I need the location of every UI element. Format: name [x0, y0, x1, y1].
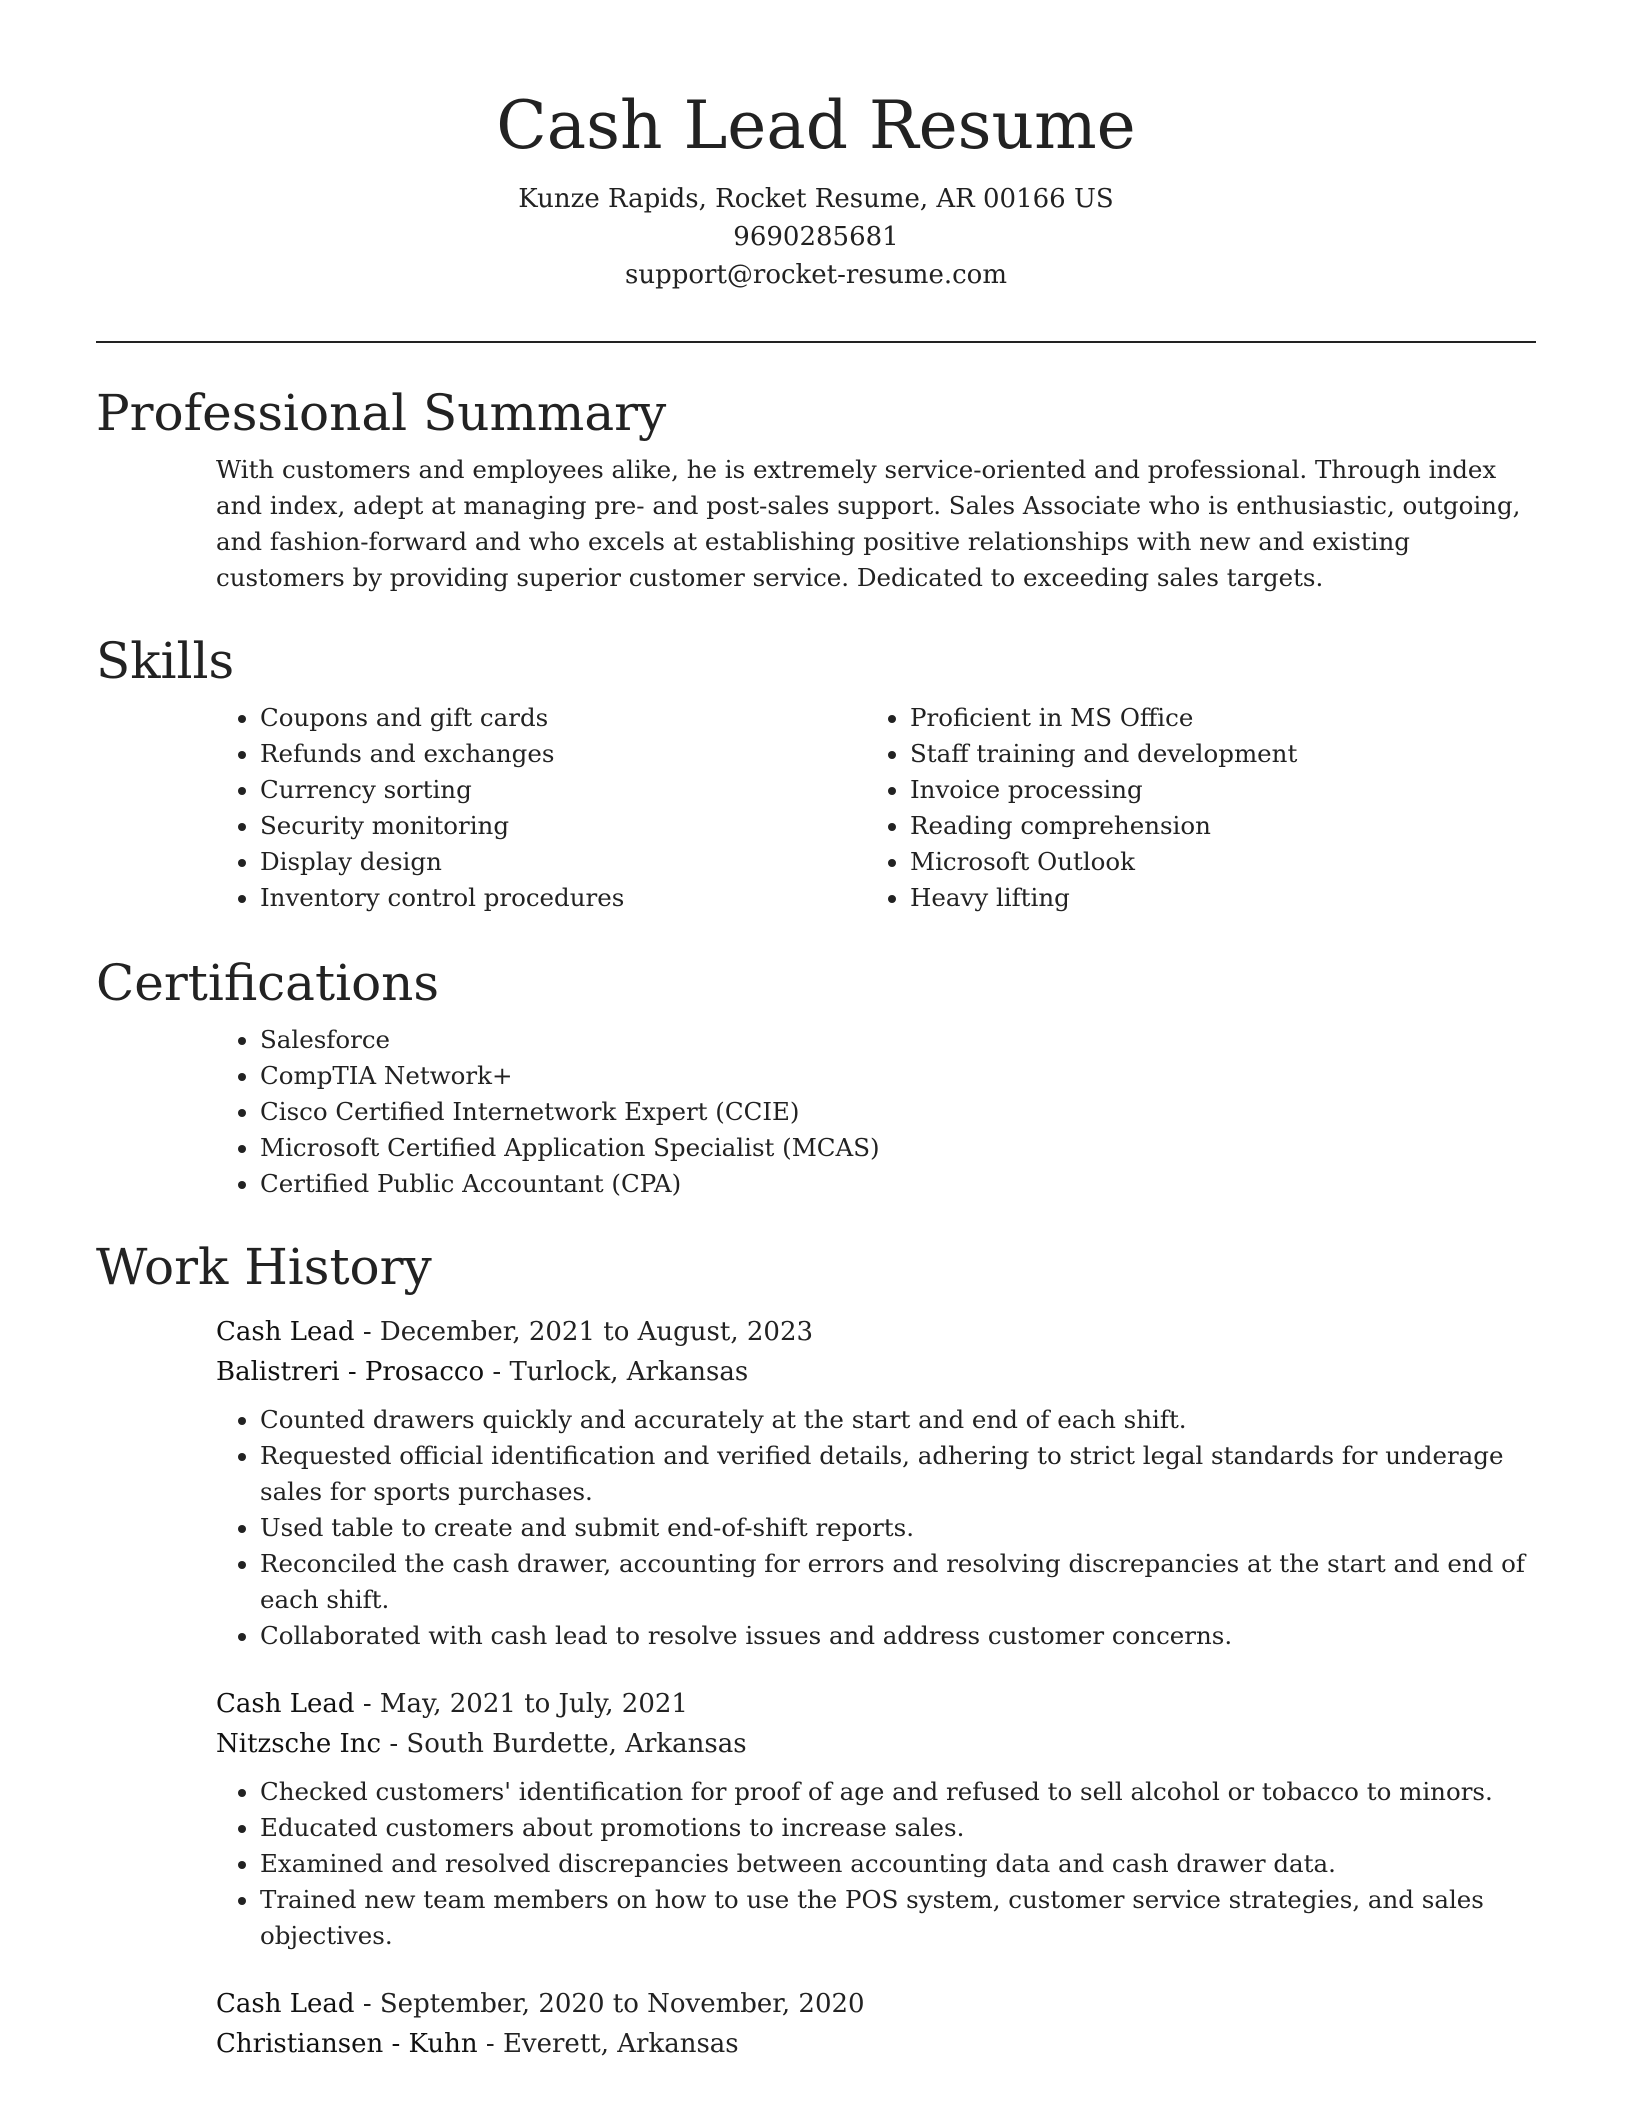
certification-item: • Salesforce [260, 1022, 1526, 1058]
job-bullet: • Requested official identification and verified details, adhering to strict legal standards for underage sales for sports purchases. [260, 1438, 1526, 1510]
job-company: Christiansen - Kuhn [216, 2029, 478, 2059]
job-dates: May, 2021 to July, 2021 [379, 1689, 688, 1719]
job-title-line [216, 1312, 1526, 1352]
job-bullet: • Reconciled the cash drawer, accounting for errors and resolving discrepancies at the start and end of each shift. [260, 1546, 1526, 1618]
certifications-list [216, 1022, 1526, 1202]
job-role: Cash Lead [216, 1689, 355, 1719]
skill-item: • Refunds and exchanges [260, 736, 866, 772]
summary-heading: Professional Summary [96, 384, 667, 442]
job-location: Everett, Arkansas [502, 2029, 739, 2059]
skills-list-right [866, 700, 1516, 916]
job-bullet: • Examined and resolved discrepancies between accounting data and cash drawer data. [260, 1846, 1526, 1882]
certification-item: • CompTIA Network+ [260, 1058, 1526, 1094]
certifications-heading: Certifications [96, 954, 440, 1012]
certification-item: • Certified Public Accountant (CPA) [260, 1166, 1526, 1202]
job-separator: - [362, 1689, 380, 1719]
certification-item: • Cisco Certified Internetwork Expert (CCIE) [260, 1094, 1526, 1130]
job-separator: - [485, 2029, 503, 2059]
job-company-line [216, 1724, 1526, 1764]
skill-item: • Reading comprehension [910, 808, 1516, 844]
work-history-body [216, 1312, 1526, 2064]
job-bullets [216, 1402, 1526, 1654]
job-separator: - [492, 1357, 510, 1387]
certifications-body [216, 1022, 1526, 1202]
skills-section [96, 630, 1536, 916]
resume-title: Cash Lead Resume [496, 87, 1136, 164]
job-bullet: • Educated customers about promotions to increase sales. [260, 1810, 1526, 1846]
job-dates: September, 2020 to November, 2020 [379, 1989, 865, 2019]
job-bullet: • Collaborated with cash lead to resolve issues and address customer concerns. [260, 1618, 1526, 1654]
skill-item: • Coupons and gift cards [260, 700, 866, 736]
job-bullet: • Counted drawers quickly and accurately at the start and end of each shift. [260, 1402, 1526, 1438]
skills-columns [216, 692, 1526, 916]
skill-item: • Staff training and development [910, 736, 1516, 772]
job-separator: - [362, 1989, 380, 2019]
work-history-section [96, 1236, 1536, 2064]
job-bullet: • Used table to create and submit end-of-shift reports. [260, 1510, 1526, 1546]
certification-item: • Microsoft Certified Application Specialist (MCAS) [260, 1130, 1526, 1166]
job-role: Cash Lead [216, 1317, 355, 1347]
contact-phone: 9690285681 [733, 222, 899, 252]
job-separator: - [362, 1317, 380, 1347]
skills-list-left [216, 700, 866, 916]
summary-section [96, 382, 1536, 596]
job-entry [216, 1312, 1526, 1654]
skills-column-left [216, 692, 866, 916]
skills-column-right [866, 692, 1516, 916]
job-role: Cash Lead [216, 1989, 355, 2019]
work-history-heading: Work History [96, 1238, 432, 1296]
skill-item: • Security monitoring [260, 808, 866, 844]
contact-info [0, 180, 1632, 294]
skill-item: • Invoice processing [910, 772, 1516, 808]
summary-text: With customers and employees alike, he is extremely service-oriented and professional. Through index and index, adept at managing pre- and post-sales support. Sales Associate who is enthusiastic, outgoing, and fashion-forward and who excels at establishing positive relationships with new and existing customers by providing superior customer service. Dedicated to exceeding sales targets. [216, 455, 1521, 592]
skill-item: • Inventory control procedures [260, 880, 866, 916]
job-bullet: • Trained new team members on how to use the POS system, customer service strategies, and sales objectives. [260, 1882, 1526, 1954]
header-divider [96, 341, 1536, 343]
job-company: Balistreri - Prosacco [216, 1357, 485, 1387]
job-location: South Burdette, Arkansas [406, 1729, 747, 1759]
job-bullet: • Checked customers' identification for proof of age and refused to sell alcohol or tobacco to minors. [260, 1774, 1526, 1810]
summary-body [216, 452, 1526, 596]
skill-item: • Microsoft Outlook [910, 844, 1516, 880]
job-bullets [216, 1774, 1526, 1954]
job-title-line [216, 1684, 1526, 1724]
skills-body [216, 692, 1526, 916]
job-dates: December, 2021 to August, 2023 [379, 1317, 814, 1347]
skill-item: • Currency sorting [260, 772, 866, 808]
job-separator: - [389, 1729, 407, 1759]
skill-item: • Display design [260, 844, 866, 880]
job-company: Nitzsche Inc [216, 1729, 382, 1759]
job-company-line [216, 2024, 1526, 2064]
job-entry [216, 1684, 1526, 1954]
job-title-line [216, 1984, 1526, 2024]
resume-header [0, 0, 1632, 294]
job-company-line [216, 1352, 1526, 1392]
job-entry [216, 1984, 1526, 2064]
skill-item: • Heavy lifting [910, 880, 1516, 916]
certifications-section [96, 952, 1536, 1202]
job-location: Turlock, Arkansas [509, 1357, 749, 1387]
skills-heading: Skills [96, 632, 235, 690]
contact-address: Kunze Rapids, Rocket Resume, AR 00166 US [518, 184, 1114, 214]
contact-email: support@rocket-resume.com [624, 260, 1007, 290]
skill-item: • Proficient in MS Office [910, 700, 1516, 736]
